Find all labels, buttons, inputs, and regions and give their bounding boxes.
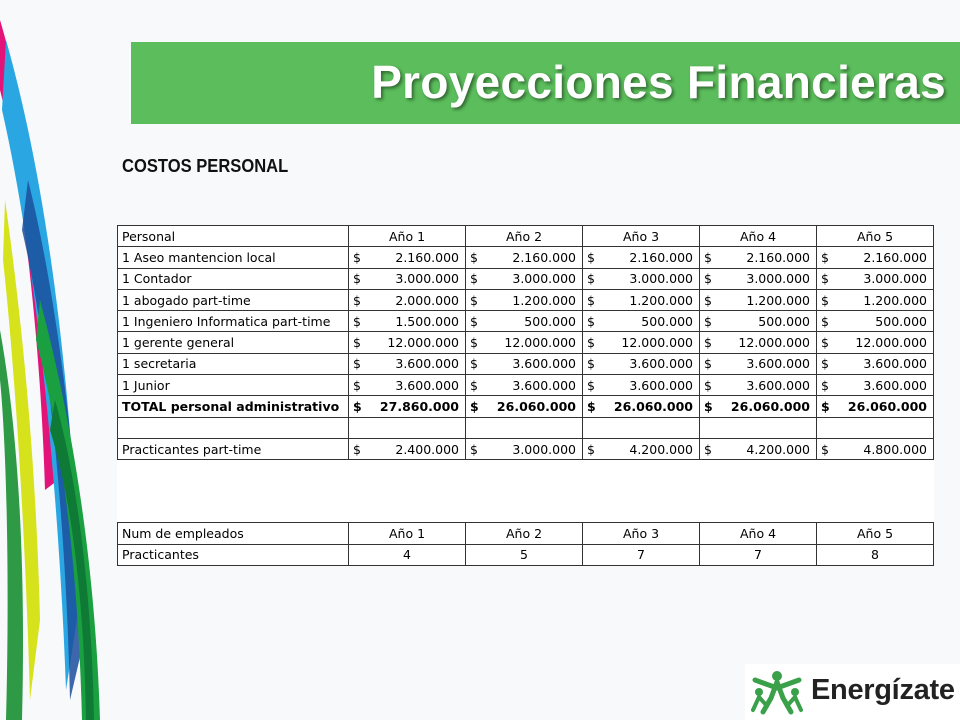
currency-symbol: $: [466, 353, 483, 374]
value-cell: 3.600.000: [482, 353, 582, 374]
total-value: 27.860.000: [365, 396, 465, 417]
header-cell: Año 4: [700, 226, 817, 247]
value-cell: 3.000.000: [599, 268, 699, 289]
table-row: [118, 332, 934, 353]
value-cell: 4.200.000: [716, 438, 816, 459]
spacer-row: [118, 460, 934, 523]
header-cell: Año 5: [817, 226, 934, 247]
value-cell: 3.600.000: [365, 375, 465, 396]
value-cell: 3.600.000: [482, 375, 582, 396]
currency-symbol: $: [466, 396, 483, 417]
value-cell: 500.000: [599, 311, 699, 332]
table-row: [118, 311, 934, 332]
currency-symbol: $: [349, 375, 366, 396]
currency-symbol: $: [466, 289, 483, 310]
energizate-logo: [745, 664, 960, 720]
header-cell: Año 2: [466, 523, 583, 544]
value-cell: 1.200.000: [716, 289, 816, 310]
count-cell: 8: [817, 544, 934, 565]
currency-symbol: $: [583, 289, 600, 310]
value-cell: 3.600.000: [716, 375, 816, 396]
currency-symbol: $: [583, 438, 600, 459]
currency-symbol: $: [817, 268, 834, 289]
currency-symbol: $: [583, 396, 600, 417]
row-label: 1 Ingeniero Informatica part-time: [118, 311, 349, 332]
section-subtitle: COSTOS PERSONAL: [122, 156, 289, 176]
value-cell: 1.200.000: [482, 289, 582, 310]
header-cell: Año 5: [817, 523, 934, 544]
value-cell: 500.000: [482, 311, 582, 332]
value-cell: 3.600.000: [599, 353, 699, 374]
total-value: 26.060.000: [716, 396, 816, 417]
currency-symbol: $: [817, 375, 834, 396]
value-cell: 12.000.000: [365, 332, 465, 353]
currency-symbol: $: [817, 396, 834, 417]
currency-symbol: $: [700, 247, 717, 268]
row-label: Practicantes: [118, 544, 349, 565]
currency-symbol: $: [349, 396, 366, 417]
logo-text: Energízate: [811, 674, 955, 706]
currency-symbol: $: [700, 396, 717, 417]
row-label: 1 abogado part-time: [118, 289, 349, 310]
table-header-row: [118, 226, 934, 247]
personnel-cost-table: [117, 225, 934, 566]
currency-symbol: $: [583, 332, 600, 353]
value-cell: 500.000: [716, 311, 816, 332]
currency-symbol: $: [700, 353, 717, 374]
page-title: Proyecciones Financieras: [371, 56, 946, 108]
currency-symbol: $: [583, 353, 600, 374]
currency-symbol: $: [349, 289, 366, 310]
total-value: 26.060.000: [599, 396, 699, 417]
row-label: 1 secretaria: [118, 353, 349, 374]
header-cell: Año 4: [700, 523, 817, 544]
currency-symbol: $: [700, 332, 717, 353]
value-cell: 1.200.000: [833, 289, 933, 310]
total-label: TOTAL personal administrativo: [118, 396, 349, 417]
currency-symbol: $: [700, 375, 717, 396]
value-cell: 12.000.000: [482, 332, 582, 353]
currency-symbol: $: [817, 332, 834, 353]
value-cell: 3.000.000: [833, 268, 933, 289]
total-value: 26.060.000: [482, 396, 582, 417]
currency-symbol: $: [349, 247, 366, 268]
row-label: Practicantes part-time: [118, 438, 349, 459]
table-row: [118, 247, 934, 268]
currency-symbol: $: [817, 289, 834, 310]
count-cell: 7: [700, 544, 817, 565]
currency-symbol: $: [349, 268, 366, 289]
value-cell: 3.600.000: [365, 353, 465, 374]
currency-symbol: $: [700, 289, 717, 310]
row-label: 1 gerente general: [118, 332, 349, 353]
header-cell: Año 2: [466, 226, 583, 247]
currency-symbol: $: [349, 311, 366, 332]
count-cell: 5: [466, 544, 583, 565]
currency-symbol: $: [583, 375, 600, 396]
header-cell: Año 3: [583, 226, 700, 247]
currency-symbol: $: [817, 353, 834, 374]
currency-symbol: $: [466, 438, 483, 459]
employees-header-row: [118, 523, 934, 544]
decorative-ribbons: [0, 0, 110, 720]
header-cell: Año 3: [583, 523, 700, 544]
value-cell: 3.600.000: [833, 353, 933, 374]
value-cell: 12.000.000: [716, 332, 816, 353]
header-cell: Año 1: [349, 523, 466, 544]
value-cell: 3.000.000: [482, 438, 582, 459]
title-banner: [131, 42, 960, 124]
value-cell: 3.600.000: [599, 375, 699, 396]
value-cell: 1.500.000: [365, 311, 465, 332]
value-cell: 3.600.000: [833, 375, 933, 396]
value-cell: 2.160.000: [482, 247, 582, 268]
count-cell: 7: [583, 544, 700, 565]
table-row: [118, 268, 934, 289]
header-cell: Num de empleados: [118, 523, 349, 544]
value-cell: 12.000.000: [833, 332, 933, 353]
value-cell: 3.000.000: [365, 268, 465, 289]
table-row: [118, 375, 934, 396]
currency-symbol: $: [466, 375, 483, 396]
value-cell: 4.800.000: [833, 438, 933, 459]
header-cell: Año 1: [349, 226, 466, 247]
value-cell: 500.000: [833, 311, 933, 332]
value-cell: 2.000.000: [365, 289, 465, 310]
table-row: [118, 353, 934, 374]
total-row: [118, 396, 934, 417]
empty-row: [118, 417, 934, 438]
header-cell: Personal: [118, 226, 349, 247]
currency-symbol: $: [817, 247, 834, 268]
currency-symbol: $: [349, 353, 366, 374]
employees-row: [118, 544, 934, 565]
currency-symbol: $: [700, 311, 717, 332]
currency-symbol: $: [466, 247, 483, 268]
people-logo-icon: [749, 666, 805, 718]
currency-symbol: $: [466, 332, 483, 353]
row-label: 1 Junior: [118, 375, 349, 396]
currency-symbol: $: [817, 311, 834, 332]
currency-symbol: $: [583, 247, 600, 268]
currency-symbol: $: [583, 268, 600, 289]
value-cell: 2.160.000: [833, 247, 933, 268]
value-cell: 2.400.000: [365, 438, 465, 459]
value-cell: 4.200.000: [599, 438, 699, 459]
value-cell: 3.000.000: [716, 268, 816, 289]
currency-symbol: $: [466, 311, 483, 332]
total-value: 26.060.000: [833, 396, 933, 417]
value-cell: 3.000.000: [482, 268, 582, 289]
currency-symbol: $: [700, 268, 717, 289]
value-cell: 1.200.000: [599, 289, 699, 310]
currency-symbol: $: [583, 311, 600, 332]
value-cell: 12.000.000: [599, 332, 699, 353]
row-label: 1 Aseo mantencion local: [118, 247, 349, 268]
table-row: [118, 289, 934, 310]
count-cell: 4: [349, 544, 466, 565]
value-cell: 2.160.000: [716, 247, 816, 268]
row-label: 1 Contador: [118, 268, 349, 289]
currency-symbol: $: [349, 438, 366, 459]
currency-symbol: $: [349, 332, 366, 353]
currency-symbol: $: [817, 438, 834, 459]
currency-symbol: $: [466, 268, 483, 289]
currency-symbol: $: [700, 438, 717, 459]
value-cell: 3.600.000: [716, 353, 816, 374]
value-cell: 2.160.000: [599, 247, 699, 268]
interns-row: [118, 438, 934, 459]
value-cell: 2.160.000: [365, 247, 465, 268]
